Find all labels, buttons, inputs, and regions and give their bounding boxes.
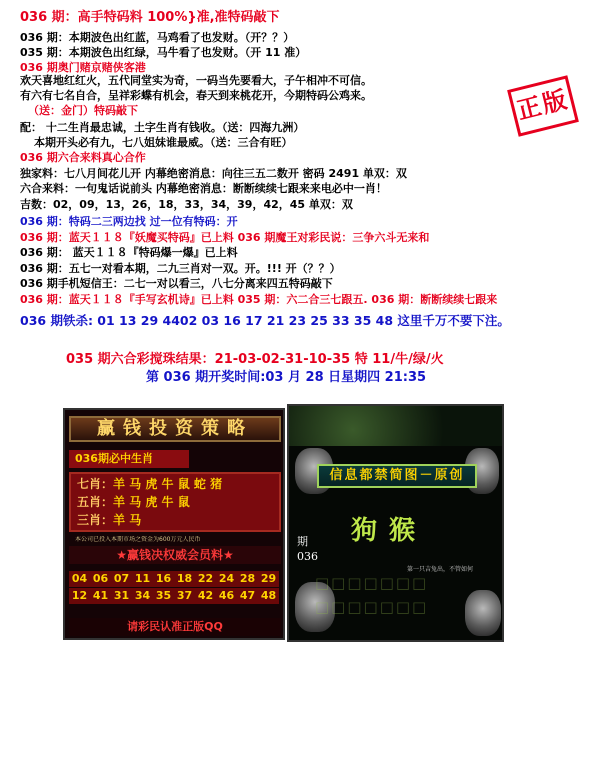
number-cell: 16 — [153, 571, 174, 587]
number-cell: 37 — [174, 588, 195, 604]
number-cell: 31 — [111, 588, 132, 604]
puzzle-banner: 信息都禁简图－原创 — [317, 464, 477, 488]
tip-line: （送：金门）特码敲下 — [28, 104, 138, 117]
strategy-tag: 036期必中生肖 — [69, 450, 189, 468]
page-header: 036 期：高手特码料 100%}准,准特码敲下 — [20, 10, 280, 25]
authentic-stamp: 正版 — [507, 75, 579, 137]
tip-line: 吉数：02，09，13，26，18，33，34，39，42，45 单双：双 — [20, 198, 353, 211]
puzzle-animals: 狗猴 — [351, 516, 428, 546]
number-cell: 35 — [153, 588, 174, 604]
picture-puzzle-image — [287, 404, 504, 642]
number-cell: 12 — [69, 588, 90, 604]
tip-line: 本期开头必有九，七八姐妹谁最威。（送：三合有旺） — [34, 136, 293, 149]
tip-line: 036 期： 蓝天１１８『特码爆一爆』已上料 — [20, 246, 238, 259]
number-cell: 22 — [195, 571, 216, 587]
tip-line: 036 期：蓝天１１８『手写玄机诗』已上料 035 期：六二合三七跟五. 036 期：断断续续七跟来 — [20, 293, 498, 306]
tip-line: 独家料：七八月间花儿开 内幕绝密消息：向往三五二数开 密码 2491 单双：双 — [20, 167, 407, 180]
tip-line: 配： 十二生肖最忠诚，土字生肖有钱收。（送：四海九洲） — [20, 121, 305, 134]
faded-text: □□□□□□□ — [315, 598, 429, 616]
strategy-image — [63, 408, 285, 640]
fine-print: 本公司已投入本期市场之资金为600万元人民币 — [75, 536, 201, 543]
faded-text: □□□□□□□ — [315, 574, 429, 592]
number-grid — [69, 570, 281, 604]
tip-line: 036 期六合来料真心合作 — [20, 151, 146, 164]
portrait — [465, 590, 501, 636]
strategy-footer: 请彩民认准正版QQ — [69, 618, 281, 636]
number-cell: 42 — [195, 588, 216, 604]
iron-kill-line: 036 期铁杀: 01 13 29 4402 03 16 17 21 23 25 33 35 48 这里千万不要下注。 — [20, 313, 510, 328]
tip-line: 036 期：蓝天１１８『妖魔买特码』已上料 036 期魔王对彩民说：三争六斗无来和 — [20, 231, 430, 244]
number-cell: 29 — [258, 571, 279, 587]
member-banner: ★赢钱决权威会员料★ — [69, 546, 281, 564]
tip-line: 036 期：特码二三两边找 过一位有特码：开 — [20, 215, 238, 228]
number-cell: 46 — [216, 588, 237, 604]
number-cell: 48 — [258, 588, 279, 604]
number-cell: 41 — [90, 588, 111, 604]
flower-decoration — [289, 406, 502, 446]
tip-line: 六合来料：一句鬼话说前头 内幕绝密消息：断断续续七跟来来电必中一肖！ — [20, 182, 387, 195]
number-cell: 18 — [174, 571, 195, 587]
zodiac-box — [69, 472, 281, 532]
draw-result: 035 期六合彩搅珠结果：21-03-02-31-10-35 特 11/牛/绿/火 — [66, 352, 444, 367]
number-cell: 07 — [111, 571, 132, 587]
number-cell: 11 — [132, 571, 153, 587]
tip-line: 欢天喜地红红火，五代同堂实为奇，一码当先要看大，子午相冲不可信。 — [20, 74, 372, 87]
puzzle-caption: 第一只吉兔出，不管如何 — [407, 566, 474, 573]
number-cell: 34 — [132, 588, 153, 604]
tip-line: 有六有七名自合，呈祥彩蝶有机会，春天到来桃花开，今期特码公鸡来。 — [20, 89, 372, 102]
number-cell: 47 — [237, 588, 258, 604]
tip-line: 036 期手机短信王：二七一对以看三，八七分离来四五特码敲下 — [20, 277, 333, 290]
zodiac-row: 三肖：羊 马 — [77, 513, 142, 527]
tip-line: 036 期：本期波色出红蓝，马鸡看了也发财。（开？？） — [20, 31, 295, 44]
puzzle-period: 期 036 — [297, 535, 318, 563]
number-cell: 04 — [69, 571, 90, 587]
number-row — [69, 570, 281, 587]
next-draw-time: 第 036 期开奖时间:03 月 28 日星期四 21:35 — [146, 370, 427, 385]
tip-line: 035 期：本期波色出红绿，马牛看了也发财。（开 11 准） — [20, 46, 307, 59]
number-row — [69, 587, 281, 604]
tip-line: 036 期奥门赌京赌侠客港 — [20, 61, 146, 74]
number-cell: 28 — [237, 571, 258, 587]
number-cell: 24 — [216, 571, 237, 587]
tip-line: 036 期：五七一对看本期，二九三肖对一双。开。!!! 开（？？） — [20, 262, 341, 275]
number-cell: 06 — [90, 571, 111, 587]
zodiac-row: 五肖：羊 马 虎 牛 鼠 — [77, 495, 190, 509]
zodiac-row: 七肖：羊 马 虎 牛 鼠 蛇 猪 — [77, 477, 223, 491]
strategy-title: 赢钱投资策略 — [69, 416, 281, 442]
